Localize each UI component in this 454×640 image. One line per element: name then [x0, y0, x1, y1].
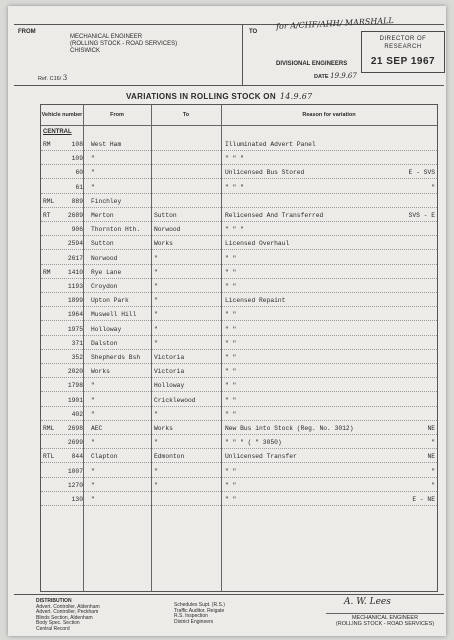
- cell-no: 1964: [67, 311, 83, 319]
- table-row: [41, 451, 437, 463]
- table-row: [41, 139, 437, 151]
- table-row: [41, 281, 437, 293]
- table-row: [41, 494, 437, 506]
- cell-reason: " ": [225, 382, 237, 390]
- cell-reason: New Bus into Stock (Reg. No. 3012): [225, 425, 354, 432]
- cell-reason: " ": [225, 396, 237, 404]
- table-row: [41, 153, 437, 165]
- cell-from: Upton Park: [91, 297, 129, 305]
- signatory-title: [326, 613, 444, 627]
- cell-to: ": [154, 297, 158, 305]
- cell-from: Muswell Hill: [91, 311, 137, 319]
- header-divider: [242, 25, 243, 85]
- signatory-line: MECHANICAL ENGINEER: [351, 615, 419, 621]
- distribution-item: R.S. Inspection: [174, 613, 208, 620]
- document-page: [8, 6, 446, 636]
- table-row: [41, 267, 437, 279]
- cell-to: ": [154, 410, 158, 418]
- table-row: [41, 338, 437, 350]
- signature: A. W. Lees: [344, 597, 391, 607]
- cell-code: SVS - E: [408, 212, 435, 219]
- cell-to: ": [154, 311, 158, 319]
- cell-to: Works: [154, 425, 173, 432]
- date-value: 19.9.67: [330, 72, 357, 80]
- cell-reason: " " ": [225, 226, 244, 234]
- cell-no: 61: [75, 183, 83, 191]
- cell-reason: Unlicensed Bus Stored: [225, 169, 305, 177]
- page-title: [126, 92, 313, 101]
- cell-no: 1270: [67, 481, 83, 489]
- cell-reason: " ": [225, 481, 237, 489]
- distribution-list: [36, 599, 100, 633]
- cell-code: ": [431, 183, 435, 191]
- cell-from: Shepherds Bsh: [91, 354, 141, 361]
- cell-no: 906: [71, 226, 83, 234]
- cell-cls: RT: [43, 212, 51, 219]
- cell-from: ": [91, 169, 95, 177]
- cell-from: Clapton: [91, 453, 118, 461]
- cell-reason: " " ": [225, 155, 244, 163]
- cell-to: Holloway: [154, 382, 185, 390]
- cell-no: 1410: [67, 268, 83, 276]
- distribution-heading: DISTRIBUTION: [36, 598, 72, 604]
- table-row: [41, 466, 437, 478]
- cell-from: ": [91, 396, 95, 404]
- cell-code: ": [431, 481, 435, 489]
- distribution-item: Traffic Auditor, Reigate: [174, 607, 225, 614]
- cell-to: Victoria: [154, 354, 185, 361]
- table-row: [41, 437, 437, 449]
- distribution-item: Blinds Section, Aldenham: [36, 614, 93, 621]
- from-line: MECHANICAL ENGINEER: [70, 34, 143, 40]
- memo-header: [14, 15, 444, 86]
- table-row: [41, 380, 437, 392]
- cell-reason: " ": [225, 325, 237, 333]
- cell-code: E - SVS: [408, 169, 435, 177]
- table-row: [41, 409, 437, 421]
- from-line: (ROLLING STOCK - ROAD SERVICES): [70, 41, 178, 47]
- cell-no: 2617: [67, 254, 83, 262]
- cell-no: 2689: [67, 212, 83, 219]
- ref-value: 3: [62, 74, 68, 82]
- table-row: [41, 324, 437, 336]
- cell-reason: " ": [225, 339, 237, 347]
- cell-no: 108: [71, 141, 83, 148]
- table-row: [41, 423, 437, 435]
- distribution-list-2: [174, 603, 225, 625]
- table-row: [41, 395, 437, 407]
- cell-no: 1193: [67, 283, 83, 290]
- cell-from: Merton: [91, 212, 114, 219]
- cell-no: 844: [71, 453, 83, 461]
- cell-to: ": [154, 325, 158, 333]
- cell-code: ": [431, 439, 435, 447]
- cell-to: Works: [154, 240, 173, 248]
- stamp-line: RESEARCH: [384, 44, 422, 50]
- distribution-item: District Engineers: [174, 618, 214, 625]
- header-from: From: [110, 112, 124, 118]
- variations-table: [40, 104, 438, 592]
- cell-cls: RM: [43, 141, 51, 148]
- cell-to: Victoria: [154, 368, 185, 376]
- cell-no: 1798: [67, 382, 83, 390]
- cell-from: ": [91, 382, 95, 390]
- cell-to: Cricklewood: [154, 396, 196, 404]
- ref-label: Ref. C16/: [38, 76, 62, 82]
- received-stamp: [361, 31, 445, 73]
- cell-code: NE: [427, 425, 435, 432]
- cell-from: ": [91, 155, 95, 163]
- stamp-date: 21 SEP 1967: [370, 56, 436, 67]
- cell-to: Edmonton: [154, 453, 185, 461]
- cell-reason: " ": [225, 368, 237, 376]
- cell-to: ": [154, 467, 158, 475]
- cell-to: Sutton: [154, 212, 177, 219]
- table-row: [41, 480, 437, 492]
- cell-no: 2020: [67, 368, 83, 376]
- table-row: [41, 295, 437, 307]
- cell-from: Norwood: [91, 254, 118, 262]
- handwritten-note: for A/CHF/AHH/ MARSHALL: [275, 15, 394, 32]
- cell-reason: " " " ( " 3050): [225, 439, 282, 447]
- signatory-line: (ROLLING STOCK - ROAD SERVICES): [335, 621, 435, 627]
- cell-no: 402: [71, 410, 83, 418]
- table-row: [41, 182, 437, 194]
- cell-no: 2699: [67, 439, 83, 447]
- cell-reason: " ": [225, 268, 237, 276]
- cell-cls: RM: [43, 268, 51, 276]
- table-row: [41, 352, 437, 364]
- cell-to: ": [154, 481, 158, 489]
- cell-from: ": [91, 410, 95, 418]
- cell-from: ": [91, 439, 95, 447]
- table-row: [41, 224, 437, 236]
- distribution-item: Central Record: [36, 625, 70, 632]
- cell-from: Works: [91, 368, 110, 376]
- cell-from: Finchley: [91, 197, 122, 205]
- cell-to: ": [154, 439, 158, 447]
- cell-reason: " ": [225, 410, 237, 418]
- table-row: [41, 196, 437, 208]
- distribution-item: Advert. Controller, Aldenham: [36, 603, 100, 610]
- from-label: FROM: [18, 29, 36, 35]
- cell-reason: " ": [225, 467, 237, 475]
- cell-reason: " ": [225, 254, 237, 262]
- cell-no: 1899: [67, 297, 83, 305]
- cell-no: 60: [75, 169, 83, 177]
- cell-from: AEC: [91, 425, 103, 432]
- cell-from: ": [91, 481, 95, 489]
- cell-reason: Unlicensed Transfer: [225, 453, 297, 461]
- title-date: 14.9.67: [279, 92, 313, 101]
- cell-no: 130: [71, 496, 83, 503]
- title-text: VARIATIONS IN ROLLING STOCK ON: [126, 92, 276, 101]
- to-recipient: DIVISIONAL ENGINEERS: [276, 61, 348, 67]
- date-label: DATE: [314, 74, 329, 80]
- header-rule: [41, 125, 437, 126]
- cell-reason: Licensed Overhaul: [225, 240, 290, 248]
- table-row: [41, 366, 437, 378]
- table-row: [41, 167, 437, 179]
- cell-reason: Illuminated Advert Panel: [225, 141, 316, 148]
- memo-footer: [14, 594, 444, 637]
- cell-code: ": [431, 467, 435, 475]
- cell-from: ": [91, 496, 95, 503]
- cell-cls: RTL: [43, 453, 55, 461]
- cell-reason: " ": [225, 354, 237, 361]
- distribution-item: Body Spec. Section: [36, 620, 80, 627]
- cell-code: NE: [427, 453, 435, 461]
- cell-from: Rye Lane: [91, 268, 122, 276]
- cell-no: 889: [71, 197, 83, 205]
- cell-reason: " ": [225, 283, 237, 290]
- cell-from: Thornton Hth.: [91, 226, 141, 234]
- cell-no: 109: [71, 155, 83, 163]
- cell-from: Holloway: [91, 325, 122, 333]
- cell-no: 352: [71, 354, 83, 361]
- cell-no: 1975: [67, 325, 83, 333]
- to-label: TO: [249, 29, 258, 35]
- header-to: To: [182, 112, 190, 118]
- header-reason: Reason for variation: [302, 112, 356, 118]
- table-row: [41, 309, 437, 321]
- cell-reason: " " ": [225, 183, 244, 191]
- cell-no: 1901: [67, 396, 83, 404]
- cell-reason: Relicensed And Transferred: [225, 212, 324, 219]
- distribution-item: Advert. Controller, Peckham: [36, 609, 99, 616]
- cell-reason: " ": [225, 311, 237, 319]
- date: [314, 72, 357, 80]
- cell-reason: " ": [225, 496, 237, 503]
- cell-to: Norwood: [154, 226, 181, 234]
- cell-from: West Ham: [91, 141, 122, 148]
- cell-to: ": [154, 283, 158, 290]
- from-line: CHISWICK: [70, 48, 100, 54]
- cell-from: Croydon: [91, 283, 118, 290]
- distribution-item: Schedules Supt. (R.S.): [174, 602, 225, 608]
- reference: [38, 74, 67, 82]
- cell-no: 2594: [67, 240, 83, 248]
- table-row: [41, 210, 437, 222]
- cell-from: Dalston: [91, 339, 118, 347]
- cell-from: ": [91, 467, 95, 475]
- cell-no: 1007: [67, 467, 83, 475]
- cell-reason: Licensed Repaint: [225, 297, 286, 305]
- header-vehicle: Vehicle number: [41, 112, 83, 118]
- table-row: [41, 253, 437, 265]
- cell-code: E - NE: [412, 496, 435, 503]
- section-central: CENTRAL: [43, 129, 72, 135]
- cell-to: ": [154, 254, 158, 262]
- stamp-line: DIRECTOR OF: [379, 36, 427, 42]
- cell-cls: RML: [43, 197, 55, 205]
- cell-from: ": [91, 183, 95, 191]
- from-address: [70, 34, 177, 55]
- cell-to: ": [154, 339, 158, 347]
- cell-to: ": [154, 268, 158, 276]
- table-row: [41, 238, 437, 250]
- cell-no: 2698: [67, 425, 83, 432]
- cell-from: Sutton: [91, 240, 114, 248]
- cell-cls: RML: [43, 425, 55, 432]
- cell-no: 371: [71, 339, 83, 347]
